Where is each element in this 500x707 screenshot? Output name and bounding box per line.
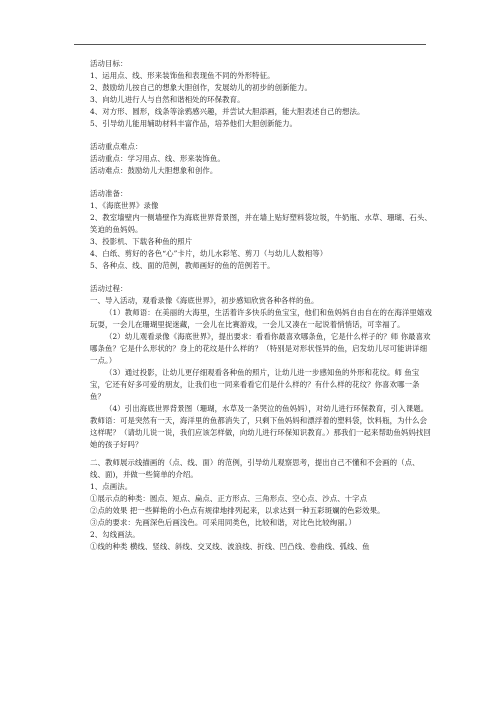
preparation-item: 2、教室墙壁内一侧墙壁作为海底世界背景图，并在墙上贴好塑料袋垃圾，牛奶瓶、水草、珊瑚、石头、笑迫的鱼妈妈。: [90, 213, 432, 234]
goal-item: 2、鼓励幼儿按自己的想象大胆创作，发展幼儿的初步的创新能力。: [90, 83, 313, 92]
dot-method-heading: 1、点画法。: [90, 482, 133, 491]
key-point-focus: 活动重点：学习用点、线、形来装饰鱼。: [90, 154, 225, 163]
process-paragraph: （4）引出海底世界背景图（珊瑚，水草及一条哭泣的鱼妈妈），对幼儿进行环保教育，引入课题。 教师语：可是突然有一天，海洋里的鱼都消失了，只剩下鱼妈妈和漂浮着的塑料袋，饮料瓶，为什么会这样呢？（请幼儿说一说，我们应该怎样做，向幼儿进行环保知识教育。）那我们一起来帮助鱼妈妈找回她的孩子好吗？: [90, 404, 431, 449]
dot-method-item: ③点的要求：先画深色后画浅色。可采用同类色，比较和谐，对比色比较绚丽。）: [90, 518, 356, 527]
line-method-item: ①线的种类 横线、竖线、斜线、交叉线、波浪线、折线、凹凸线、卷曲线、弧线、鱼: [90, 542, 370, 551]
goal-item: 5、引导幼儿能用辅助材料丰富作品，培养他们大胆创新能力。: [90, 119, 298, 128]
preparation-item: 5、各种点、线、面的范例，教师画好的鱼的范例若干。: [90, 261, 275, 270]
process-part1-title: 一、导入活动，观看录像《海底世界》，初步感知欣赏各种各样的鱼。: [90, 296, 319, 305]
preparation-item: 4、白纸、剪好的各色“心”卡片，幼儿水彩笔、剪刀（与幼儿人数相等）: [90, 249, 328, 258]
goal-item: 1、运用点、线、形来装饰鱼和表现鱼不同的外形特征。: [90, 71, 275, 80]
preparation-item: 3、投影机、下载各种鱼的照片: [90, 237, 193, 246]
goal-item: 3、向幼儿进行人与自然和谐相处的环保教育。: [90, 95, 245, 104]
preparation-item: 1、《海底世界》录像: [90, 201, 159, 210]
process-part2-title: 二、教师展示线描画的（点、线、面）的范例，引导幼儿观察思考，提出自己不懂和不会画的（点、线、面)，并做一些简单的介绍。: [90, 458, 420, 479]
line-method-heading: 2、勾线画法。: [90, 530, 140, 539]
preparation-heading: 活动准备：: [90, 189, 128, 198]
goal-item: 4、对方形、圆形，线条等涂鸦感兴趣，并尝试大胆添画，能大胆表述自己的想法。: [90, 107, 365, 116]
key-point-difficulty: 活动难点：鼓励幼儿大胆想象和创作。: [90, 166, 218, 175]
process-paragraph: （2）幼儿观看录像《海底世界》，提出要求：看看你最喜欢哪条鱼，它是什么样子的？师 你最喜欢哪条鱼？它是什么形状的？身上的花纹是什么样的？（特别是对形状怪异的鱼，启发幼儿尽可能讲详细一点。）: [90, 332, 431, 365]
goals-heading: 活动目标：: [90, 59, 128, 68]
dot-method-item: ②点的效果 把一些鲜艳的小色点有规律地排列起来，以求达到一种五彩斑斓的色彩效果。: [90, 506, 385, 515]
process-paragraph: （3）通过投影，让幼儿更仔细观看各种鱼的照片，让幼儿进一步感知鱼的外形和花纹。师 鱼宝宝，它还有好多可爱的朋友，让我们也一同来看看它们是什么样的？有什么样的花纹？你喜欢哪一条鱼？: [90, 368, 420, 401]
process-paragraph: （1）教师语：在美丽的大海里，生活着许多快乐的鱼宝宝，他们和鱼妈妈自由自在的在海洋里嬉戏玩耍，一会儿在珊瑚里捉迷藏，一会儿在比赛游戏，一会儿又凑在一起说着悄悄话，可幸福了。: [90, 308, 432, 329]
header-rule: [74, 44, 426, 45]
process-heading: 活动过程：: [90, 284, 128, 293]
key-points-heading: 活动重点难点：: [90, 142, 143, 151]
dot-method-item: ①展示点的种类：圆点、短点、扁点、正方形点、三角形点、空心点、沙点、十字点: [90, 494, 368, 503]
lesson-plan-body: [90, 58, 433, 553]
